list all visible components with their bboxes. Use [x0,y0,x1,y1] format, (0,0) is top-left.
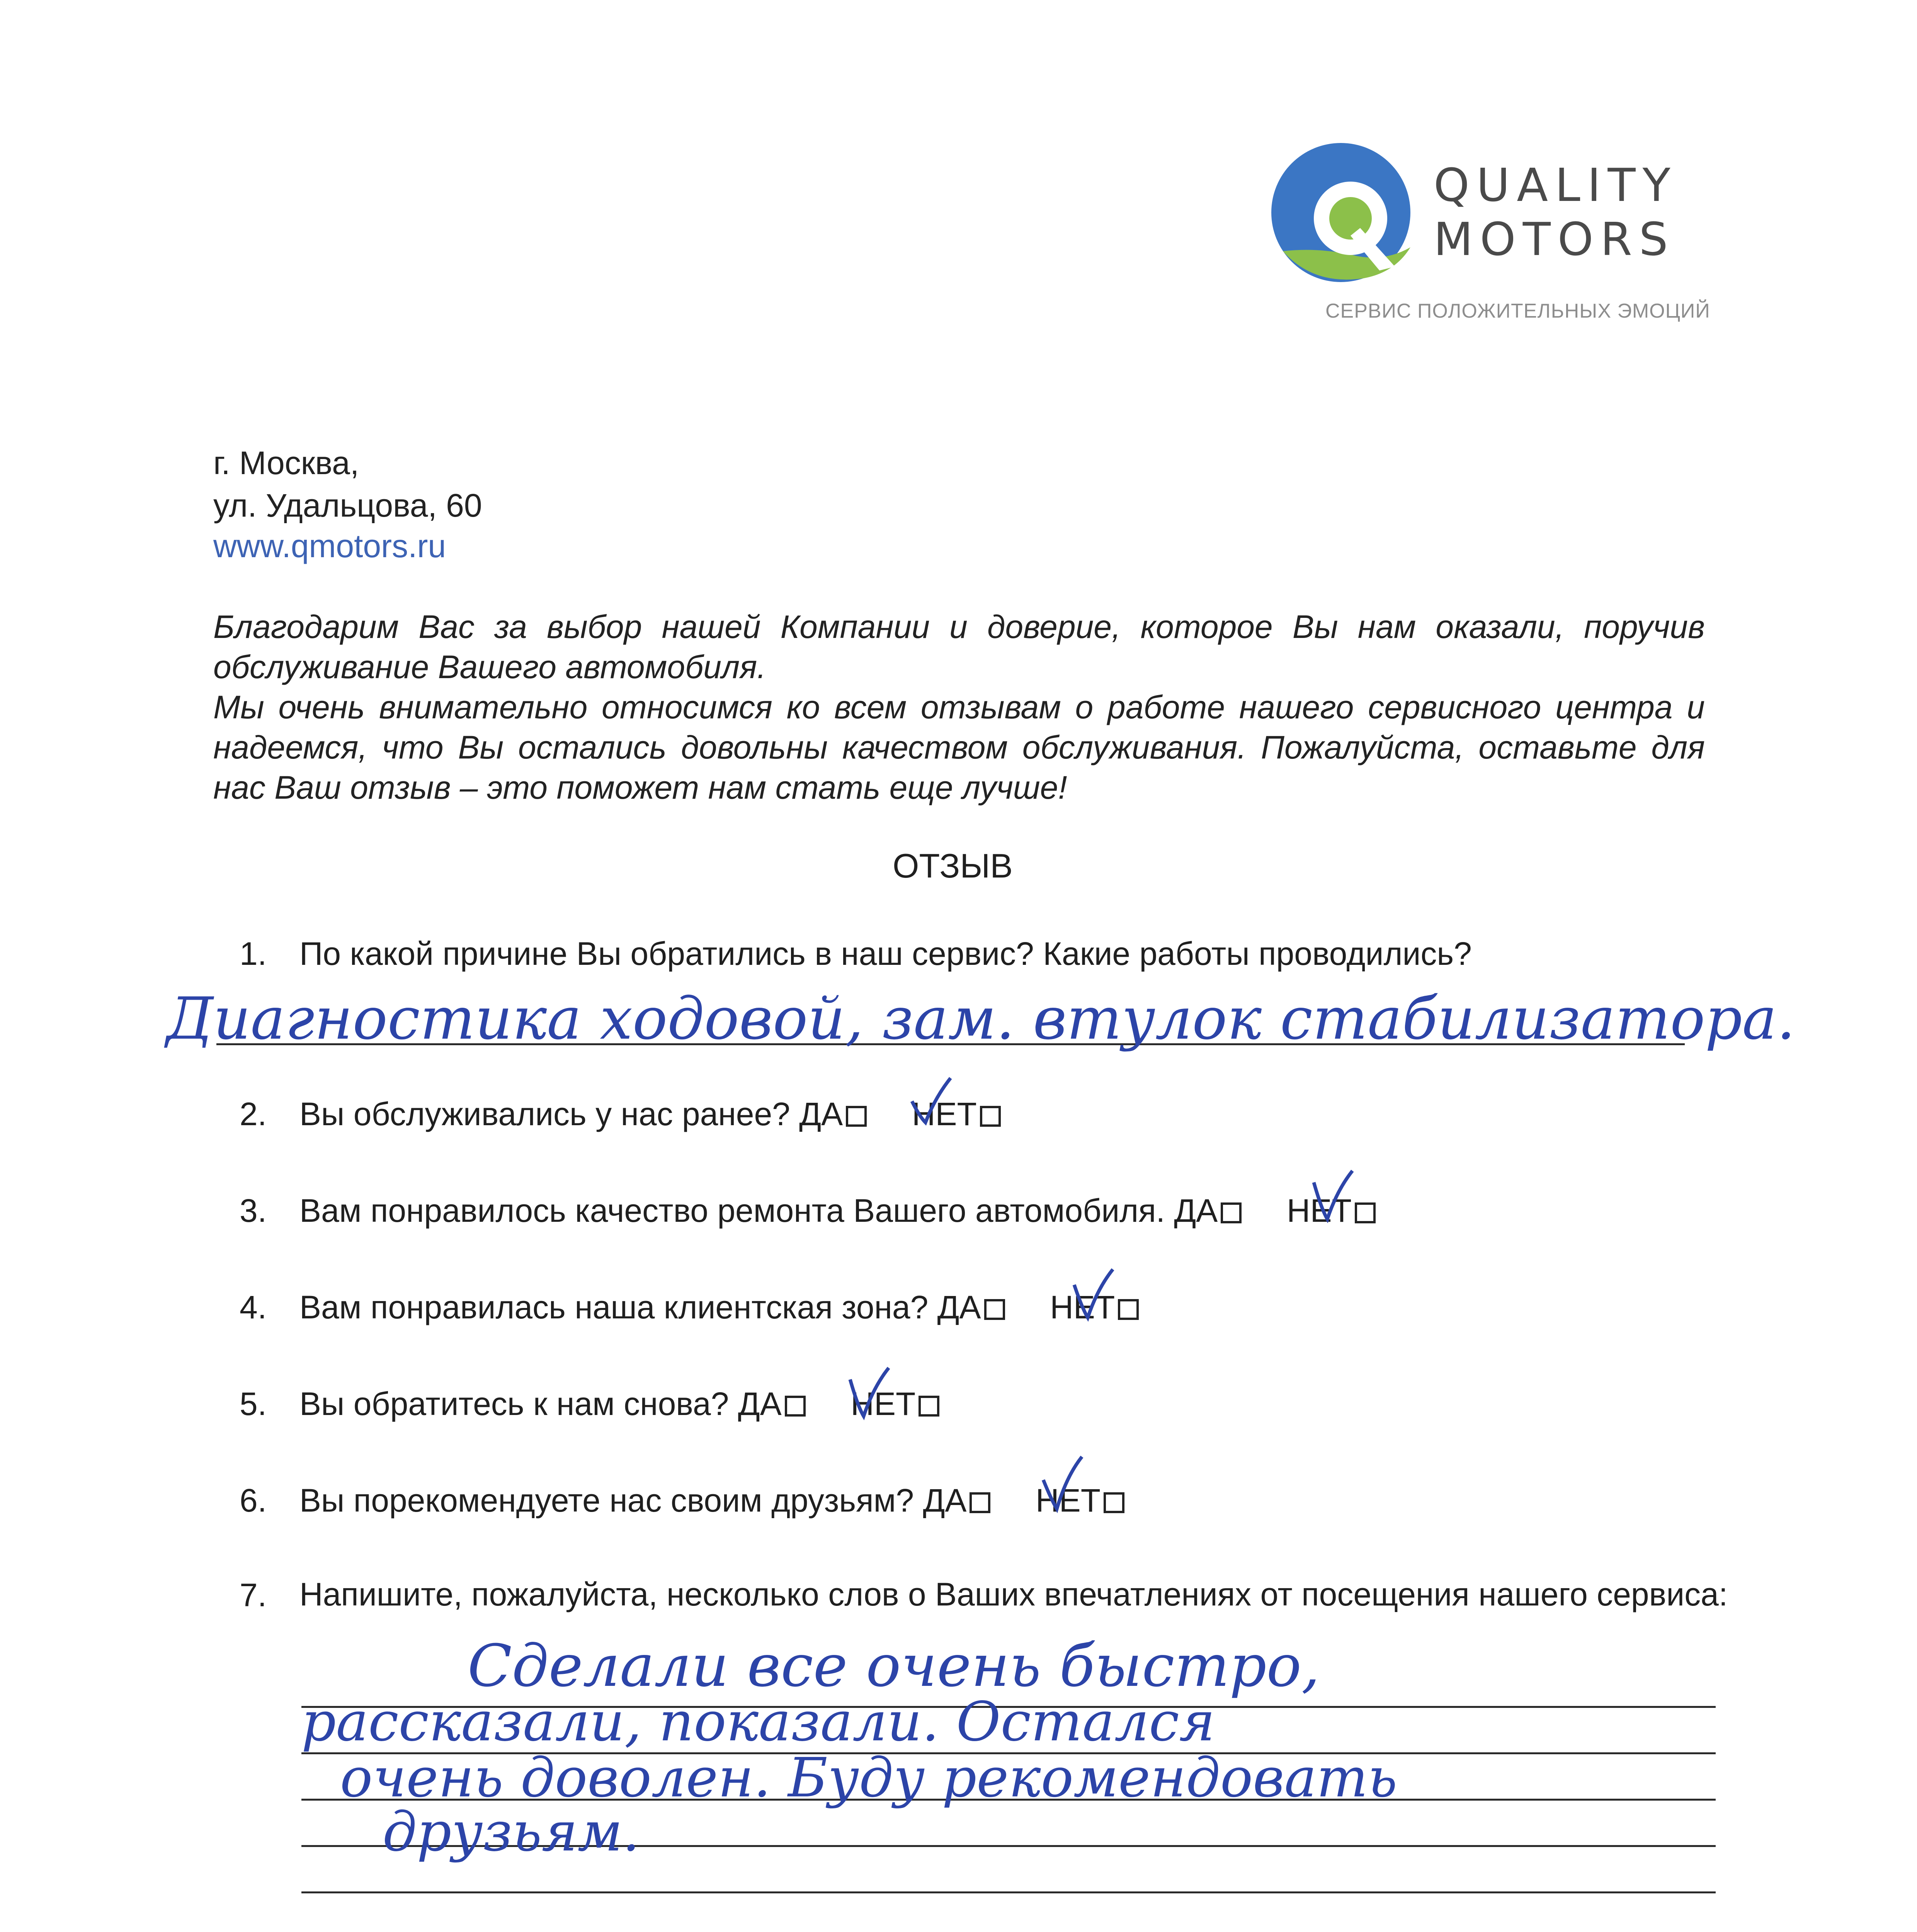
question-7-answer-line-1[interactable]: Сделали все очень быстро, [468,1633,1320,1700]
intro-paragraph-2: Мы очень внимательно относимся ко всем отзывам о работе нашего сервисного центра и надеемся, что Вы остались довольны качеством обслуживания. Пожалуйста, оставьте для нас Ваш отзыв – это поможет нам стать еще лучше! [213,689,1705,806]
form-title: ОТЗЫВ [893,847,1013,885]
question-4 [299,1289,1139,1326]
yes-label: ДА [799,1096,843,1132]
question-4-number: 4. [240,1289,267,1325]
question-3-number: 3. [240,1192,267,1229]
checkmark-icon [1310,1167,1356,1225]
no-checkbox[interactable] [980,1106,1001,1127]
question-6-number: 6. [240,1482,267,1519]
answer-line [301,1891,1716,1893]
question-2 [299,1095,1001,1133]
question-7-answer-line-3[interactable]: очень доволен. Буду рекомендовать [340,1747,1398,1810]
question-7-answer-line-2[interactable]: рассказали, показали. Остался [301,1690,1215,1753]
address-street: ул. Удальцова, 60 [213,487,482,524]
question-3 [299,1192,1376,1230]
question-1-number: 1. [240,935,267,972]
no-label: НЕТ [850,1386,916,1422]
question-2-text: Вы обслуживались у нас ранее? [299,1096,790,1132]
checkmark-icon [908,1074,954,1128]
no-label: НЕТ [1036,1482,1101,1519]
logo-line-motors: MOTORS [1434,213,1675,266]
logo-line-quality: QUALITY [1434,158,1677,212]
question-6 [299,1482,1124,1519]
yes-label: ДА [937,1289,981,1325]
no-checkbox[interactable] [1104,1492,1124,1513]
question-1-answer[interactable]: Диагностика ходовой, зам. втулок стабилизатора. [166,985,1795,1053]
question-4-text: Вам понравилась наша клиентская зона? [299,1289,929,1325]
intro-text [213,607,1705,808]
yes-label: ДА [1174,1192,1218,1229]
question-5 [299,1385,939,1423]
no-label: НЕТ [912,1096,977,1132]
no-checkbox[interactable] [919,1396,939,1417]
question-1-text: По какой причине Вы обратились в наш сервис? Какие работы проводились? [299,935,1472,972]
question-6-text: Вы порекомендуете нас своим друзьям? [299,1482,914,1519]
intro-paragraph-1: Благодарим Вас за выбор нашей Компании и доверие, которое Вы нам оказали, поручив обслуживание Вашего автомобиля. [213,609,1705,685]
question-7-text: Напишите, пожалуйста, несколько слов о Ваших впечатлениях от посещения нашего сервиса: [299,1576,1728,1612]
yes-label: ДА [923,1482,967,1519]
question-2-number: 2. [240,1096,267,1132]
address-city: г. Москва, [213,445,359,481]
checkmark-icon [1039,1453,1086,1515]
logo-slogan: СЕРВИС ПОЛОЖИТЕЛЬНЫХ ЭМОЦИЙ [1325,300,1710,322]
quality-motors-logo-mark [1267,139,1422,286]
no-label: НЕТ [1286,1192,1352,1229]
yes-checkbox[interactable] [785,1396,806,1417]
yes-label: ДА [738,1386,782,1422]
question-7-number: 7. [240,1577,267,1613]
yes-checkbox[interactable] [846,1106,867,1127]
website-link[interactable]: www.qmotors.ru [213,528,446,564]
checkmark-icon [846,1364,893,1422]
question-3-text: Вам понравилось качество ремонта Вашего автомобиля. [299,1192,1165,1229]
yes-checkbox[interactable] [1221,1202,1242,1223]
yes-checkbox[interactable] [984,1299,1005,1320]
no-label: НЕТ [1050,1289,1115,1325]
question-5-number: 5. [240,1386,267,1422]
checkmark-icon [1070,1265,1117,1323]
question-5-text: Вы обратитесь к нам снова? [299,1386,729,1422]
no-checkbox[interactable] [1355,1202,1376,1223]
question-7-answer-line-4[interactable]: друзьям. [383,1801,640,1864]
yes-checkbox[interactable] [970,1492,990,1513]
no-checkbox[interactable] [1118,1299,1139,1320]
